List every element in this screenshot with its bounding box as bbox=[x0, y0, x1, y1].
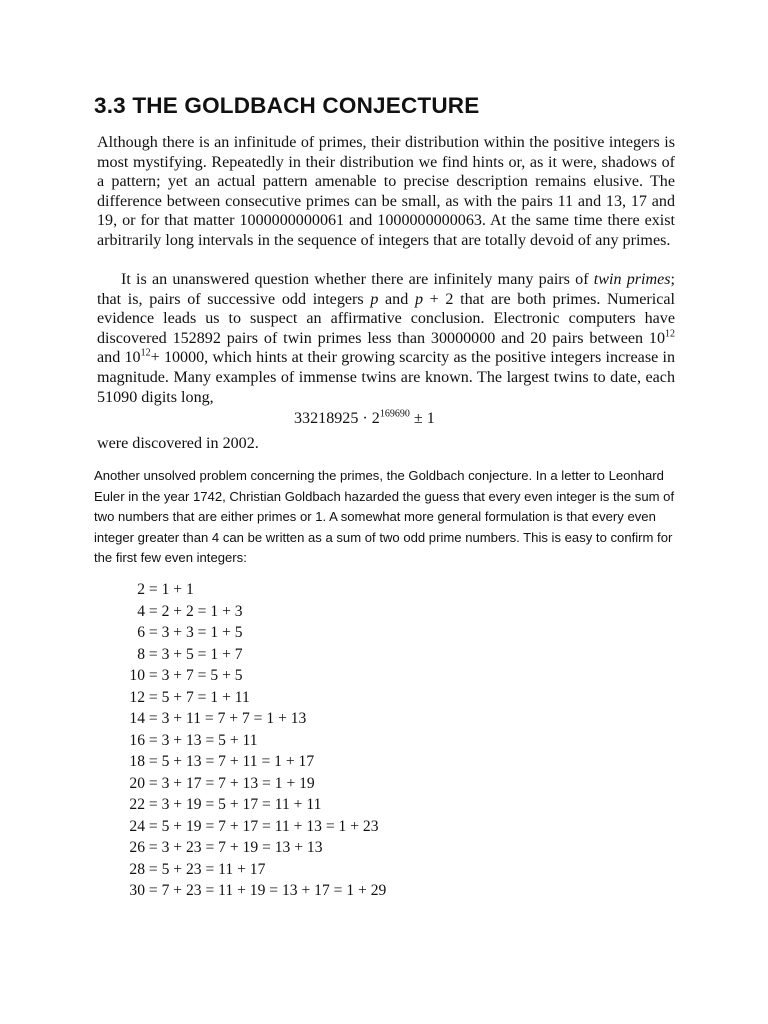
equation-rhs: = 3 + 13 = 5 + 11 bbox=[148, 731, 258, 749]
equation-rhs: = 2 + 2 = 1 + 3 bbox=[148, 602, 243, 620]
equation-rhs: = 5 + 19 = 7 + 17 = 11 + 13 = 1 + 23 bbox=[148, 817, 379, 835]
equation-row bbox=[125, 622, 243, 643]
equation-lhs: 30 bbox=[129, 882, 145, 899]
equation-row bbox=[125, 601, 243, 622]
equation-lhs: 18 bbox=[129, 753, 145, 770]
equation-rhs: = 7 + 23 = 11 + 19 = 13 + 17 = 1 + 29 bbox=[148, 882, 387, 899]
equation-lhs: 26 bbox=[129, 839, 145, 856]
text-run: + 2 that are both primes. Numerical evidence leads us to suspect an affirmative conclusion. Electronic computers have discovered 152892 pairs of twin primes less than 30000000 and 20 pairs between 10 bbox=[97, 290, 675, 347]
twin-prime-formula bbox=[294, 410, 435, 428]
equation-row bbox=[125, 794, 321, 815]
equation-row bbox=[125, 708, 306, 729]
equation-lhs: 4 bbox=[137, 602, 145, 620]
equation-lhs: 20 bbox=[129, 774, 145, 792]
paragraph-intro: Although there is an infinitude of primes, their distribution within the positive integers is most mystifying. Repeatedly in their distribution we find hints or, as it were, shadows of a pattern; yet an actual pattern amenable to precise description remains elusive. The difference between consecutive primes can be small, as with the pairs 11 and 13, 17 and 19, or for that matter 1000000000061 and 1000000000063. At the same time there exist arbitrarily long intervals in the sequence of integers that are totally devoid of any primes. bbox=[97, 134, 675, 249]
variable-p: p bbox=[414, 290, 423, 308]
equation-rhs: = 3 + 11 = 7 + 7 = 1 + 13 bbox=[148, 710, 307, 727]
equation-row bbox=[125, 859, 265, 880]
exponent: 12 bbox=[140, 348, 151, 360]
equation-row bbox=[125, 579, 194, 600]
equation-row bbox=[125, 751, 314, 772]
equation-lhs: 22 bbox=[129, 796, 145, 813]
equation-rhs: = 3 + 17 = 7 + 13 = 1 + 19 bbox=[148, 774, 315, 792]
equation-rhs: = 1 + 1 bbox=[148, 581, 194, 598]
text-run: ; that is, pairs of successive odd integers bbox=[97, 271, 675, 308]
equation-row bbox=[125, 687, 250, 708]
equation-rhs: = 5 + 23 = 11 + 17 bbox=[148, 860, 266, 878]
paragraph-goldbach: Another unsolved problem concerning the primes, the Goldbach conjecture. In a letter to Leonhard Euler in the year 1742, Christian Goldbach hazarded the guess that every even integer is the sum of two numbers that are either primes or 1. A somewhat more general formulation is that every even integer greater than 4 can be written as a sum of two odd prime numbers. This is easy to confirm for the first few even integers: bbox=[94, 468, 675, 565]
equation-rhs: = 5 + 7 = 1 + 11 bbox=[148, 688, 250, 706]
equation-rhs: = 3 + 7 = 5 + 5 bbox=[148, 667, 243, 684]
exponent: 12 bbox=[665, 328, 675, 340]
equation-row bbox=[125, 665, 243, 686]
equation-lhs: 14 bbox=[129, 710, 145, 727]
equation-rhs: = 5 + 13 = 7 + 11 = 1 + 17 bbox=[148, 753, 315, 770]
equation-lhs: 10 bbox=[129, 667, 145, 684]
text-run: + 10000, which hints at their growing scarcity as the positive integers increase in magnitude. Many examples of immense twins are known. The largest twins to date, each 51090 digits long, bbox=[97, 349, 676, 406]
equation-lhs: 16 bbox=[129, 731, 145, 749]
equation-rhs: = 3 + 19 = 5 + 17 = 11 + 11 bbox=[148, 796, 322, 813]
paragraph-twin-primes bbox=[97, 270, 675, 407]
equation-row bbox=[125, 644, 243, 665]
variable-p: p bbox=[370, 290, 379, 308]
equation-row bbox=[125, 773, 315, 794]
equation-lhs: 8 bbox=[137, 645, 145, 663]
formula-exponent: 169690 bbox=[379, 408, 410, 420]
formula-base: 33218925 · 2 bbox=[294, 410, 380, 427]
equation-lhs: 28 bbox=[129, 860, 145, 878]
equation-lhs: 12 bbox=[129, 688, 145, 706]
paragraph-discovery: were discovered in 2002. bbox=[97, 435, 259, 452]
equation-lhs: 2 bbox=[137, 581, 145, 598]
formula-suffix: ± 1 bbox=[409, 410, 435, 427]
equation-row bbox=[125, 837, 323, 858]
text-run: and 10 bbox=[97, 349, 141, 367]
section-title: 3.3 THE GOLDBACH CONJECTURE bbox=[94, 93, 480, 118]
equation-row bbox=[125, 880, 386, 901]
equation-rhs: = 3 + 5 = 1 + 7 bbox=[148, 645, 243, 663]
equation-lhs: 6 bbox=[137, 624, 145, 641]
text-run: It is an unanswered question whether there are infinitely many pairs of bbox=[121, 271, 594, 288]
equation-lhs: 24 bbox=[129, 817, 145, 835]
equation-rhs: = 3 + 3 = 1 + 5 bbox=[148, 624, 243, 641]
equation-row bbox=[125, 730, 258, 751]
text-run: and bbox=[378, 290, 415, 308]
equation-row bbox=[125, 816, 379, 837]
term-twin-primes: twin primes bbox=[593, 271, 671, 288]
equation-rhs: = 3 + 23 = 7 + 19 = 13 + 13 bbox=[148, 839, 323, 856]
